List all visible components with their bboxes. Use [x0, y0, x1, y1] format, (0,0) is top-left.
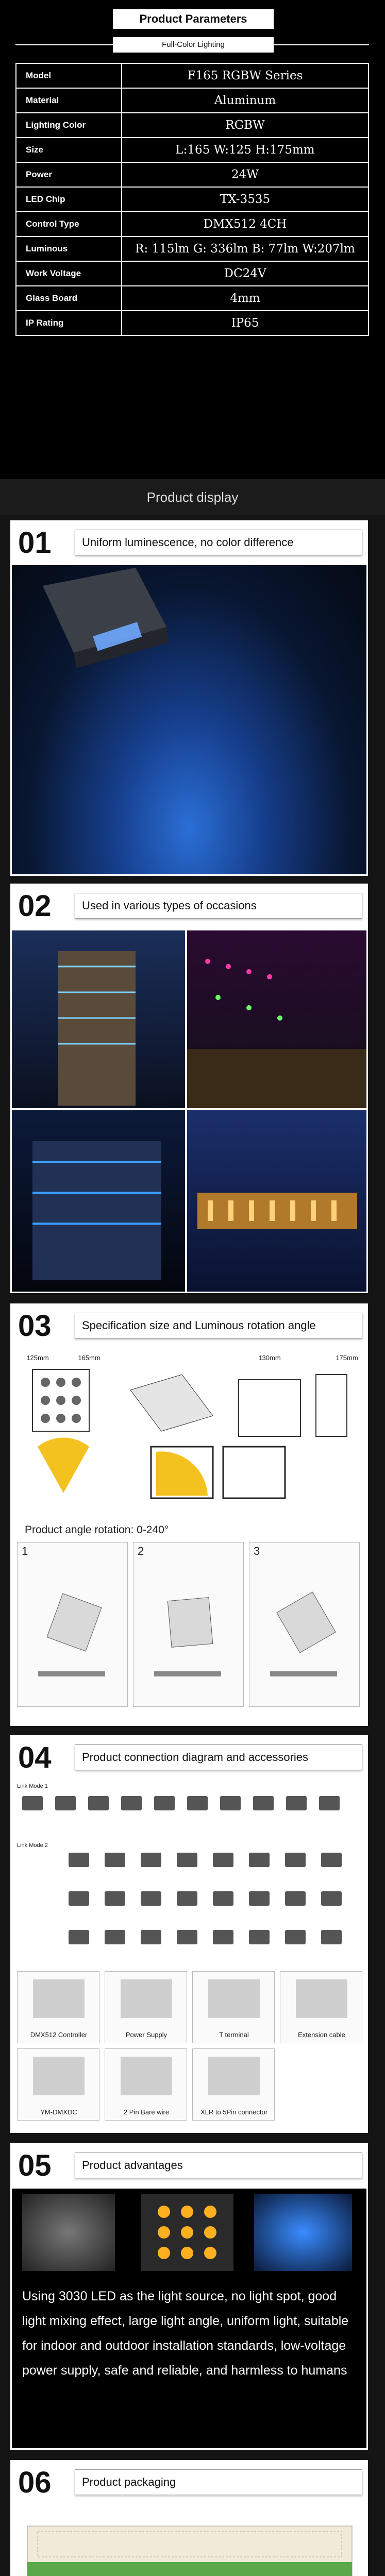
advantage-panel — [12, 2189, 366, 2448]
divider — [274, 44, 369, 45]
accessory-image — [33, 2057, 85, 2095]
accessory-label: XLR to 5Pin connector — [200, 2108, 268, 2116]
fixture-icon — [285, 1891, 306, 1906]
spec-value: DMX512 4CH — [122, 212, 369, 236]
spec-row — [16, 138, 369, 162]
dim-height: 175mm — [336, 1354, 358, 1362]
fixture-icon — [213, 1930, 233, 1944]
section-number: 06 — [18, 2465, 52, 2499]
section-title: Product connection diagram and accessories — [75, 1744, 362, 1770]
accessory-label: Extension cable — [298, 2031, 345, 2039]
spec-key: Work Voltage — [16, 261, 122, 286]
fixture-icon — [141, 1853, 161, 1867]
section-05 — [10, 2143, 368, 2450]
accessory-image — [208, 2057, 260, 2095]
spec-value: TX-3535 — [122, 187, 369, 212]
facade-photo — [187, 930, 366, 1108]
fixture-icon — [286, 1796, 307, 1810]
page-subtitle: Full-Color Lighting — [113, 37, 274, 53]
fixture-icon — [69, 1853, 89, 1867]
spec-row — [16, 212, 369, 236]
link-mode-1: Link Mode 1 — [17, 1783, 48, 1789]
spec-key: IP Rating — [16, 311, 122, 335]
spec-key: Power — [16, 162, 122, 187]
fixture-icon — [22, 1796, 43, 1810]
fixture-icon — [285, 1853, 306, 1867]
accessory-image — [121, 2057, 172, 2095]
accessory-image — [33, 1979, 85, 2018]
section-title: Used in various types of occasions — [75, 893, 362, 919]
step-number: 2 — [138, 1545, 144, 1557]
fixture-icon — [69, 1891, 89, 1906]
fixture-photo — [22, 2194, 115, 2271]
spec-value: DC24V — [122, 261, 369, 286]
box-drawing — [17, 2511, 362, 2576]
dimension-drawing — [17, 1354, 362, 1503]
spec-value: Aluminum — [122, 88, 369, 113]
led-array-photo — [141, 2194, 233, 2271]
section-number: 05 — [18, 2148, 52, 2182]
fixture-icon — [249, 1891, 270, 1906]
accessory-image — [296, 1979, 347, 2018]
spec-value: L:165 W:125 H:175mm — [122, 138, 369, 162]
spec-row — [16, 63, 369, 88]
fixture-icon — [105, 1853, 125, 1867]
spec-key: Model — [16, 63, 122, 88]
palace-photo — [187, 1110, 366, 1292]
section-03 — [10, 1303, 368, 1726]
divider — [15, 44, 113, 45]
spec-row — [16, 187, 369, 212]
fixture-icon — [220, 1796, 241, 1810]
accessory-card — [17, 1971, 99, 2043]
section-title: Product advantages — [75, 2153, 362, 2178]
fixture-icon — [319, 1796, 340, 1810]
accessory-card — [192, 1971, 275, 2043]
fixture-icon — [141, 1891, 161, 1906]
fixture-icon — [249, 1930, 270, 1944]
fixture-icon — [249, 1853, 270, 1867]
accessory-image — [208, 1979, 260, 2018]
spec-value: 4mm — [122, 286, 369, 311]
spec-row — [16, 286, 369, 311]
fixture-icon — [177, 1853, 197, 1867]
fixture-icon — [285, 1930, 306, 1944]
spec-row — [16, 236, 369, 261]
fixture-icon — [187, 1796, 208, 1810]
spec-table — [15, 63, 369, 336]
spec-row — [16, 88, 369, 113]
fixture-icon — [177, 1891, 197, 1906]
accessory-label: YM-DMXDC — [40, 2108, 77, 2116]
section-title: Specification size and Luminous rotation angle — [75, 1313, 362, 1338]
spec-value: RGBW — [122, 113, 369, 138]
accessory-label: 2 Pin Bare wire — [123, 2108, 170, 2116]
spec-value: F165 RGBW Series — [122, 63, 369, 88]
spec-key: LED Chip — [16, 187, 122, 212]
accessory-card — [105, 2048, 187, 2121]
spec-key: Glass Board — [16, 286, 122, 311]
section-number: 03 — [18, 1309, 52, 1343]
fixture-icon — [121, 1796, 142, 1810]
spec-row — [16, 261, 369, 286]
spec-value: R: 115lm G: 336lm B: 77lm W:207lm — [122, 236, 369, 261]
spec-row — [16, 311, 369, 335]
dim-depth: 130mm — [258, 1354, 281, 1362]
section-number: 02 — [18, 889, 52, 923]
section-title: Product packaging — [75, 2469, 362, 2495]
building-photo — [12, 930, 185, 1108]
tower-photo — [12, 1110, 185, 1292]
section-title: Uniform luminescence, no color difference — [75, 530, 362, 555]
section-number: 04 — [18, 1740, 52, 1774]
beam-photo — [254, 2194, 352, 2271]
section-02 — [10, 884, 368, 1293]
angle-caption: Product angle rotation: 0-240° — [25, 1524, 169, 1536]
angle-step — [133, 1542, 244, 1707]
spec-value: 24W — [122, 162, 369, 187]
fixture-icon — [88, 1796, 109, 1810]
fixture-icon — [105, 1891, 125, 1906]
dim-width: 125mm — [26, 1354, 49, 1362]
spec-key: Lighting Color — [16, 113, 122, 138]
section-01 — [10, 520, 368, 876]
spec-key: Control Type — [16, 212, 122, 236]
accessory-label: Power Supply — [125, 2031, 168, 2039]
angle-step — [17, 1542, 128, 1707]
fixture-icon — [154, 1796, 175, 1810]
accessory-label: T terminal — [219, 2031, 249, 2039]
fixture-icon — [177, 1930, 197, 1944]
fixture-icon — [105, 1930, 125, 1944]
fixture-icon — [321, 1853, 342, 1867]
fixture-icon — [213, 1891, 233, 1906]
spec-row — [16, 113, 369, 138]
page-title: Product Parameters — [113, 9, 274, 29]
spec-value: IP65 — [122, 311, 369, 335]
product-photo — [12, 565, 366, 874]
display-heading: Product display — [0, 479, 385, 515]
accessory-image — [121, 1979, 172, 2018]
accessory-card — [192, 2048, 275, 2121]
step-number: 1 — [22, 1545, 28, 1557]
spec-key: Material — [16, 88, 122, 113]
fixture-icon — [321, 1930, 342, 1944]
dim-length: 165mm — [78, 1354, 101, 1362]
fixture-icon — [69, 1930, 89, 1944]
advantage-text: Using 3030 LED as the light source, no light spot, good light mixing effect, large light angle, uniform light, suitable for indoor and outdoor installation standards, low-voltage power supply, safe and reliable, and harmless to humans — [22, 2289, 349, 2378]
section-04 — [10, 1735, 368, 2133]
spec-row — [16, 162, 369, 187]
accessory-card — [17, 2048, 99, 2121]
fixture-icon — [55, 1796, 76, 1810]
fixture-image — [12, 565, 366, 874]
spec-key: Luminous — [16, 236, 122, 261]
angle-step — [249, 1542, 360, 1707]
accessory-card — [105, 1971, 187, 2043]
fixture-icon — [321, 1891, 342, 1906]
fixture-icon — [213, 1853, 233, 1867]
spec-key: Size — [16, 138, 122, 162]
step-number: 3 — [254, 1545, 260, 1557]
parameters-panel — [0, 0, 385, 479]
section-number: 01 — [18, 526, 52, 560]
section-06 — [10, 2460, 368, 2576]
fixture-icon — [141, 1930, 161, 1944]
accessory-card — [280, 1971, 362, 2043]
fixture-icon — [253, 1796, 274, 1810]
link-mode-2: Link Mode 2 — [17, 1842, 48, 1849]
accessory-label: DMX512 Controller — [30, 2031, 88, 2039]
